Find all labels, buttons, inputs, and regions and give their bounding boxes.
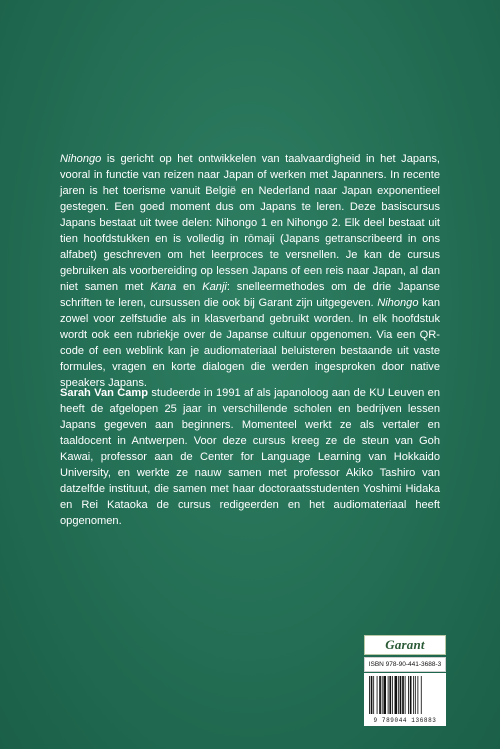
barcode: [364, 673, 446, 726]
barcode-bar: [389, 676, 391, 714]
isbn-label: ISBN 978-90-441-3688-3: [364, 657, 446, 672]
garant-logo: [364, 635, 446, 655]
book-title-italic-2: Nihongo: [377, 297, 419, 309]
barcode-bar: [371, 676, 373, 714]
barcode-bar: [400, 676, 402, 714]
barcode-bar: [388, 676, 389, 714]
barcode-bar: [377, 676, 378, 714]
barcode-bar: [405, 676, 406, 714]
barcode-bar: [410, 676, 412, 714]
description-text-3: kan zowel voor zelfstudie als in klasverband gebruikt worden. In elk hoofdstuk wordt ook een rubriekje over de Japanse cultuur opgenomen. Via een QR-code of een weblink kan je audiomateriaal beluisteren bestaande uit vaste formules, vragen en korte dialogen die werden ingesproken door native speakers Japans.: [60, 297, 440, 389]
description-and: en: [176, 281, 203, 293]
author-bio: [60, 385, 440, 529]
bio-paragraph: [60, 385, 440, 529]
description-text-1: is gericht op het ontwikkelen van taalvaardigheid in het Japans, vooral in functie van reizen naar Japan of werken met Japanners. In recente jaren is het toerisme vanuit België en Nederland naar Japan exponentieel gestegen. Een goed moment dus om Japans te leren. Deze basiscursus Japans bestaat uit twee delen: Nihongo 1 en Nihongo 2. Elk deel bestaat uit tien hoofdstukken en is volledig in rōmaji (Japans getranscribeerd in ons alfabet) geschreven om het leerproces te versnellen. Je kan de cursus gebruiken als voorbereiding op lessen Japans of een reis naar Japan, al dan niet samen met: [60, 153, 440, 293]
kanji-title: Kanji: [202, 281, 227, 293]
publisher-block: [364, 635, 446, 726]
barcode-bar: [398, 676, 399, 714]
barcode-bar: [395, 676, 398, 714]
bio-text: studeerde in 1991 af als japanoloog aan de KU Leuven en heeft de afgelopen 25 jaar in verschillende scholen en bedrijven lessen Japans gegeven aan beginners. Momenteel werkt ze als vertaler en taaldocent in Antwerpen. Voor deze cursus kreeg ze de steun van Goh Kawai, professor aan de Center for Language Learning van Hokkaido University, en werkte ze nauw samen met professor Akiko Tashiro van datzelfde instituut, die samen met haar doctoraatsstudenten Yoshimi Hidaka en Rei Kataoka de cursus redigeerden en het audiomateriaal heeft opgenomen.: [60, 387, 440, 527]
barcode-bar: [373, 676, 374, 714]
barcode-bar: [421, 676, 422, 714]
barcode-bar: [413, 676, 414, 714]
barcode-digits: 9 789044 136883: [373, 717, 437, 724]
book-title-italic: Nihongo: [60, 153, 102, 165]
barcode-bar: [408, 676, 409, 714]
barcode-bar: [415, 676, 416, 714]
barcode-bar: [392, 676, 393, 714]
book-description: [60, 151, 440, 391]
publisher-logo-text: Garant: [385, 637, 425, 652]
author-name: Sarah Van Camp: [60, 387, 149, 399]
barcode-bar: [382, 676, 383, 714]
barcode-bar: [383, 676, 386, 714]
barcode-icon: [369, 676, 441, 714]
kana-title: Kana: [150, 281, 177, 293]
barcode-bar: [417, 676, 418, 714]
barcode-bar: [369, 676, 370, 714]
description-paragraph: [60, 151, 440, 391]
barcode-bar: [379, 676, 381, 714]
description-text-2: : snelleermethodes om de drie Japanse schriften te leren, cursussen die ook bij Garant zijn uitgegeven.: [60, 281, 440, 309]
barcode-bar: [402, 676, 404, 714]
